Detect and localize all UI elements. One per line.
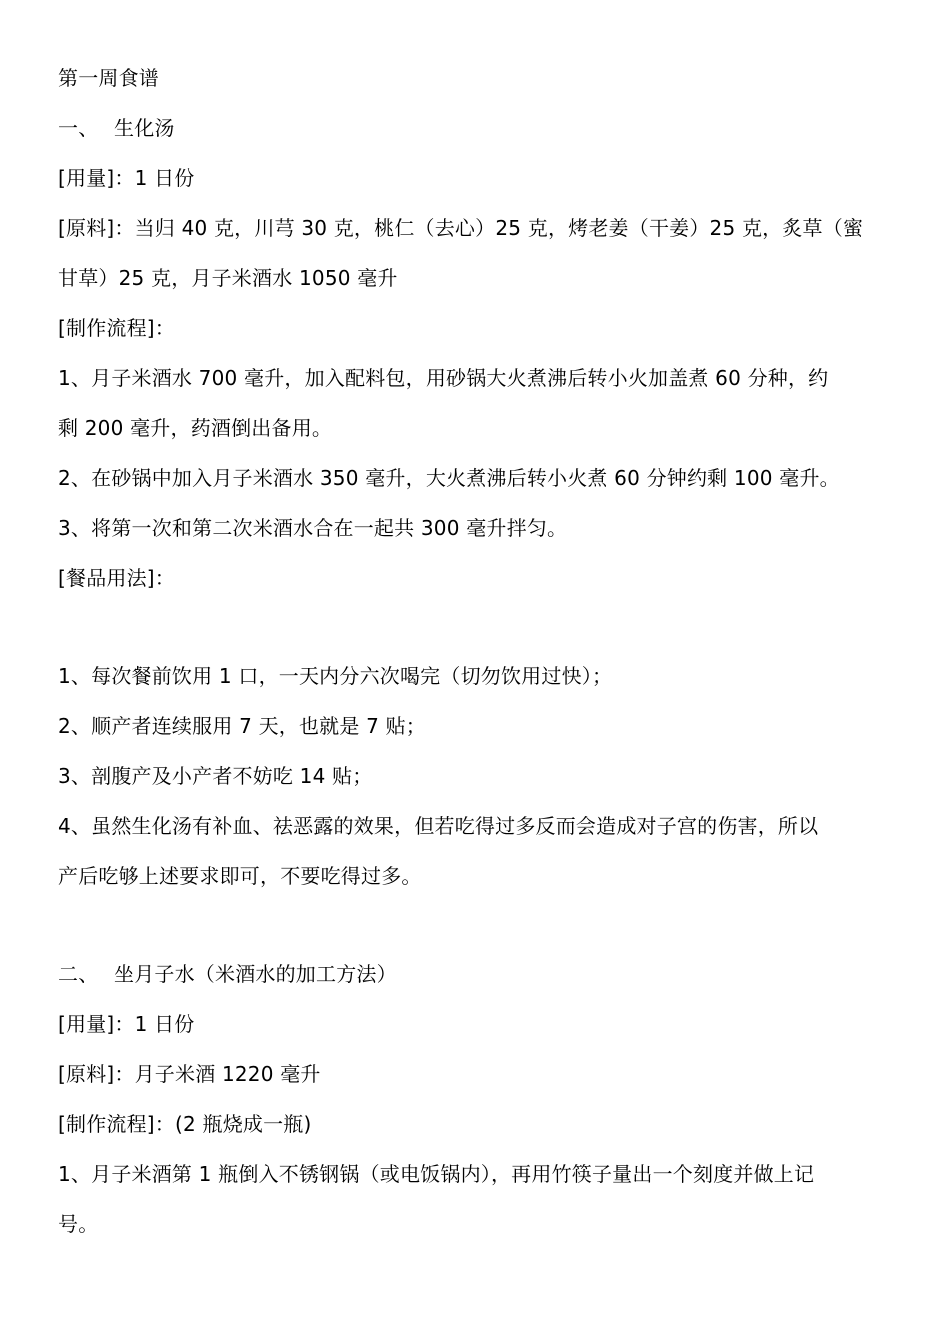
section-1-usage-4-line-1: 4、虽然生化汤有补血、祛恶露的效果，但若吃得过多反而会造成对子宫的伤害，所以: [58, 814, 819, 838]
section-2-step-1-line-1: 1、月子米酒第 1 瓶倒入不锈钢锅（或电饭锅内），再用竹筷子量出一个刻度并做上记: [58, 1162, 815, 1186]
section-2-process-label: [制作流程]：(2 瓶烧成一瓶): [58, 1112, 312, 1136]
section-1-process-label: [制作流程]：: [58, 316, 176, 340]
section-1-ingredients-line-2: 甘草）25 克，月子米酒水 1050 毫升: [58, 266, 398, 290]
section-1-number: 一、: [58, 116, 99, 140]
section-1-step-2: 2、在砂锅中加入月子米酒水 350 毫升，大火煮沸后转小火煮 60 分钟约剩 100 毫升。: [58, 466, 840, 490]
section-1-dosage: [用量]：1 日份: [58, 166, 195, 190]
section-2-dosage: [用量]：1 日份: [58, 1012, 195, 1036]
section-2-number: 二、: [58, 962, 99, 986]
section-1-usage-3: 3、剖腹产及小产者不妨吃 14 贴；: [58, 764, 373, 788]
section-1-heading: [58, 114, 898, 142]
section-1-step-1-line-1: 1、月子米酒水 700 毫升，加入配料包，用砂锅大火煮沸后转小火加盖煮 60 分种，约: [58, 366, 829, 390]
section-1-usage-1: 1、每次餐前饮用 1 口，一天内分六次喝完（切勿饮用过快）；: [58, 664, 613, 688]
section-2-title: 坐月子水（米酒水的加工方法）: [114, 962, 397, 986]
section-2-heading: [58, 960, 898, 988]
section-2-step-1-line-2: 号。: [58, 1212, 99, 1236]
section-1-title: 生化汤: [114, 116, 175, 140]
section-1-usage-4-line-2: 产后吃够上述要求即可，不要吃得过多。: [58, 864, 422, 888]
section-1-step-3: 3、将第一次和第二次米酒水合在一起共 300 毫升拌匀。: [58, 516, 568, 540]
section-2-ingredients: [原料]：月子米酒 1220 毫升: [58, 1062, 321, 1086]
section-1-usage-2: 2、顺产者连续服用 7 天，也就是 7 贴；: [58, 714, 427, 738]
section-1-usage-label: [餐品用法]：: [58, 566, 176, 590]
page-title: 第一周食谱: [58, 66, 159, 90]
section-1-step-1-line-2: 剩 200 毫升，药酒倒出备用。: [58, 416, 333, 440]
section-1-ingredients-line-1: [原料]：当归 40 克，川芎 30 克，桃仁（去心）25 克，烤老姜（干姜）25 克，炙草（蜜: [58, 216, 864, 240]
